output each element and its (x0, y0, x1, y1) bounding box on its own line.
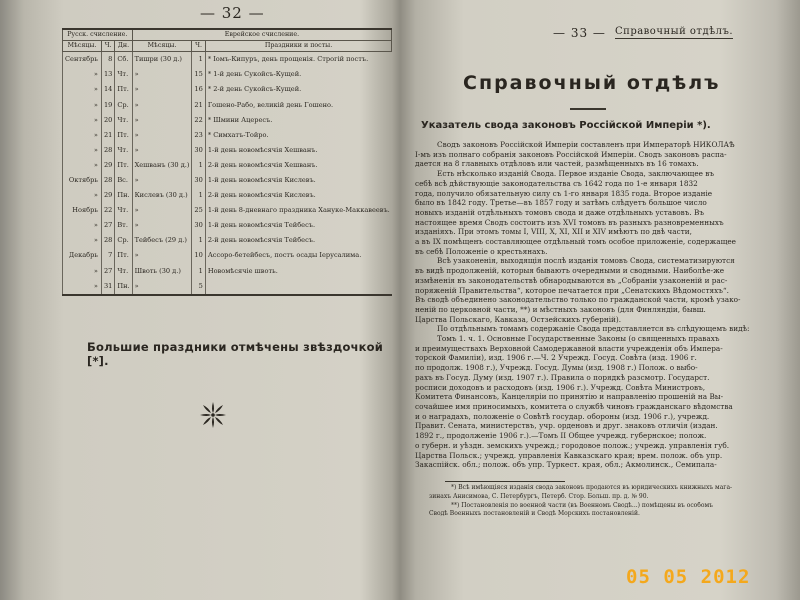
table-cell: Пт. (115, 158, 132, 173)
table-cell: 1-й день новомѣсячія Кислевъ. (205, 173, 391, 188)
text-line: дается на 8 главныхъ отдѣловъ или частей, размѣщенныхъ въ 16 томахъ. (415, 159, 699, 169)
section-subtitle: Указатель свода законовъ Россійской Имперіи *). (421, 120, 711, 131)
table-cell: Вс. (115, 173, 132, 188)
text-line: новыхъ изданій отдѣльныхъ томовъ свода и даже отдѣльныхъ уставовъ. Въ (415, 207, 705, 217)
text-line: измѣненія въ законодательствѣ обнародываются въ „Собраніи узаконеній и рас- (415, 275, 728, 285)
table-cell: Пт. (115, 82, 132, 97)
table-cell: » (63, 143, 102, 158)
right-page (405, 0, 780, 600)
table-cell: » (63, 67, 102, 82)
table-cell: 21 (101, 127, 114, 142)
table-cell: 19 (101, 97, 114, 112)
table-row (63, 127, 392, 142)
table-cell: Ноябрь (63, 203, 102, 218)
table-cell: 27 (101, 263, 114, 278)
table-cell: » (132, 143, 192, 158)
table-row (63, 248, 392, 263)
table-cell: 1-й день 8-дневнаго праздника Хануке-Маккавеевъ. (205, 203, 391, 218)
table-cell: * Симхатъ-Тойро. (205, 127, 391, 142)
table-cell: » (63, 233, 102, 248)
table-row (63, 158, 392, 173)
section-title: Справочный отдѣлъ (463, 72, 721, 94)
paragraph (415, 256, 770, 324)
footnote-line: Сводѣ Военныхъ постановленій и Сводѣ Морскихъ постановленій. (429, 510, 640, 518)
table-cell: 15 (192, 67, 205, 82)
table-cell: Чт. (115, 263, 132, 278)
table-cell: 1 (192, 158, 205, 173)
table-cell: » (63, 82, 102, 97)
table-cell: * 1-й день Сукойсъ-Кущей. (205, 67, 391, 82)
table-cell: Швоть (30 д.) (132, 263, 192, 278)
table-cell: » (63, 127, 102, 142)
table-cell: » (63, 263, 102, 278)
table-cell: Ассоро-бетейбесъ, постъ осады Іерусалима. (205, 248, 391, 263)
table-cell: » (132, 173, 192, 188)
paragraph (415, 169, 770, 256)
table-cell: 2-й день новомѣсячія Тейбесъ. (205, 233, 391, 248)
table-cell: 28 (101, 173, 114, 188)
table-row (63, 188, 392, 203)
footnote-line: *) Всѣ имѣющіяся изданія свода законовъ продаются въ юридическихъ книжныхъ мага- (451, 484, 733, 491)
table-cell: * 2-й день Сукойсъ-Кущей. (205, 82, 391, 97)
text-line: настоящее время Сводъ состоитъ изъ XVI томовъ въ разныхъ разновременныхъ (415, 217, 724, 227)
table-cell: 30 (192, 218, 205, 233)
text-line: неній по церковной части, **) и мѣстныхъ законовъ (для Финляндіи, бывш. (415, 304, 706, 314)
table-cell: 30 (192, 143, 205, 158)
table-cell: 1 (192, 263, 205, 278)
text-line: Сводъ законовъ Россійской Имперіи составленъ при Императорѣ НИКОЛАѢ (437, 140, 735, 149)
table-row (63, 203, 392, 218)
table-cell: Чт. (115, 67, 132, 82)
text-line: и преимуществахъ Верховной Самодержавной власти учрежденія объ Импера- (415, 343, 723, 353)
table-row (63, 67, 392, 82)
table-cell: » (63, 158, 102, 173)
table-cell: 30 (192, 173, 205, 188)
table-cell: » (63, 188, 102, 203)
table-cell: » (132, 97, 192, 112)
text-line: въ себѣ Положеніе о крестьянахъ. (415, 246, 548, 256)
table-cell: » (63, 278, 102, 294)
paragraph (415, 140, 770, 169)
text-line: было въ 1842 году. Третье—въ 1857 году и затѣмъ слѣдуетъ большое число (415, 198, 707, 208)
table-row (63, 233, 392, 248)
text-line: I-мъ изъ полнаго собранія законовъ Россійской Имперіи. Сводъ законовъ распа- (415, 149, 727, 159)
page-number-right: — 33 — (553, 26, 606, 40)
text-line: Въ сводѣ объединено законодательство только по гражданской части, кромѣ узако- (415, 295, 741, 305)
table-cell: 1 (192, 188, 205, 203)
table-cell: Тишри (30 д.) (132, 52, 192, 68)
footnote-line: зинахъ Анисимова, С. Петербургъ, Петерб. Стор. Больш. пр. д. № 90. (429, 492, 649, 500)
table-cell: Гошено-Рабо, великій день Гошено. (205, 97, 391, 112)
text-line: и о наградахъ, положеніе о Совѣтѣ государ. обороны (изд. 1906 г.), учрежд. (415, 411, 710, 421)
table-row (63, 278, 392, 294)
table-cell: Хешванъ (30 д.) (132, 158, 192, 173)
paragraph (415, 324, 770, 334)
table-cell: » (132, 248, 192, 263)
table-row (63, 143, 392, 158)
table-cell: 31 (101, 278, 114, 294)
table-cell: 13 (101, 67, 114, 82)
table-cell: 29 (101, 158, 114, 173)
table-cell: 28 (101, 143, 114, 158)
table-row (63, 52, 392, 68)
running-head-rule (615, 38, 733, 39)
table-cell: Чт. (115, 203, 132, 218)
footnote-line: **) Постановленія по военной части (въ Военномъ Сводѣ...) помѣщены въ особомъ (451, 501, 714, 509)
table-cell: 25 (192, 203, 205, 218)
table-row (63, 173, 392, 188)
table-cell: 1-й день новомѣсячія Хешванъ. (205, 143, 391, 158)
text-line: Комитета Финансовъ, Канцеляріи по принятію и направленію прошеній на Вы- (415, 392, 724, 402)
table-cell: Пн. (115, 278, 132, 294)
table-row (63, 112, 392, 127)
table-cell: Пт. (115, 127, 132, 142)
table-cell: 21 (192, 97, 205, 112)
table-cell: » (132, 203, 192, 218)
text-line: Томъ 1. ч. 1. Основные Государственные Законы (о священныхъ правахъ (437, 334, 720, 344)
camera-date-stamp: 05 05 2012 (626, 566, 751, 588)
table-cell: Кислевъ (30 д.) (132, 188, 192, 203)
title-rule (570, 108, 606, 110)
table-cell: 22 (101, 203, 114, 218)
table-cell (205, 278, 391, 294)
table-cell: 14 (101, 82, 114, 97)
group-header-russian: Русск. счисление. (63, 29, 133, 41)
text-line: поряженій Правительства“, которое печатается при „Сенатскихъ Вѣдомостяхъ“. (415, 285, 729, 295)
calendar-table (62, 28, 392, 296)
text-line: росписи доходовъ и расходовъ (изд. 1906 г.). Учрежд. Совѣта Министровъ, (415, 382, 706, 392)
table-cell: » (132, 112, 192, 127)
table-cell: 7 (101, 248, 114, 263)
left-page (30, 0, 390, 600)
page-number-left: — 32 — (200, 4, 265, 22)
ornament-icon (198, 400, 228, 430)
text-line: Правит. Сената, министерствъ, учр. орденовъ и друг. знаковъ отличія (издан. (415, 421, 718, 431)
text-line: Царства Польск.; учрежд. управленія Кавказскаго края; врем. полож. объ упр. (415, 450, 723, 460)
table-cell: 29 (101, 188, 114, 203)
col-header: Ч. (101, 41, 114, 52)
table-cell: Ср. (115, 97, 132, 112)
table-cell: Октябрь (63, 173, 102, 188)
table-cell: » (132, 67, 192, 82)
col-header: Мѣсяцы. (132, 41, 192, 52)
table-cell: » (132, 127, 192, 142)
footnotes (429, 484, 759, 519)
table-row (63, 263, 392, 278)
text-line: въ видѣ продолженій, которыя бываютъ очередными и сводными. Наиболѣе-же (415, 266, 725, 276)
table-cell: Ср. (115, 233, 132, 248)
col-header: Ч. (192, 41, 205, 52)
body-text (415, 140, 770, 470)
text-line: а въ IX помѣщенъ составляющее отдѣльный томъ особое приложеніе, содержащее (415, 237, 736, 247)
table-cell: 1 (192, 52, 205, 68)
text-line: себѣ всѣ дѣйствующіе законодательства съ 1642 года по 1-е января 1832 (415, 178, 698, 188)
table-cell: * Шмини Ацересъ. (205, 112, 391, 127)
text-line: 1892 г., продолженіе 1906 г.).—Томъ II Общее учрежд. губернское; полож. (415, 431, 707, 441)
table-cell: Новомѣсячіе швоть. (205, 263, 391, 278)
table-cell: Вт. (115, 218, 132, 233)
table-cell: » (132, 82, 192, 97)
table-cell: Чт. (115, 143, 132, 158)
table-cell: 5 (192, 278, 205, 294)
table-cell: Сентябрь (63, 52, 102, 68)
footnote-rule (445, 481, 565, 482)
table-cell: Декабрь (63, 248, 102, 263)
text-line: торской Фамиліи), изд. 1906 г.—Ч. 2 Учрежд. Госуд. Совѣта (изд. 1906 г. (415, 353, 697, 363)
table-cell: 10 (192, 248, 205, 263)
running-head: Справочный отдѣлъ. (615, 26, 734, 37)
table-cell: * Іомъ-Кипуръ, день прощенія. Строгій постъ. (205, 52, 391, 68)
table-cell: 16 (192, 82, 205, 97)
table-cell: 1 (192, 233, 205, 248)
table-cell: 8 (101, 52, 114, 68)
text-line: По отдѣльнымъ томамъ содержаніе Свода представляется въ слѣдующемъ видѣ: (437, 324, 750, 334)
table-cell: 20 (101, 112, 114, 127)
table-row (63, 82, 392, 97)
table-cell: 2-й день новомѣсячія Кислевъ. (205, 188, 391, 203)
text-line: изданіяхъ. При этомъ томы I, VIII, X, XI, XII и XIV имѣютъ по двѣ части, (415, 227, 692, 237)
table-cell: » (132, 218, 192, 233)
paragraph (415, 334, 770, 470)
table-cell: 1-й день новомѣсячія Тейбесъ. (205, 218, 391, 233)
table-cell: 22 (192, 112, 205, 127)
text-line: по продолж. 1908 г.), Учрежд. Госуд. Думы (изд. 1908 г.) Полож. о выбо- (415, 363, 698, 373)
group-header-jewish: Еврейское счисление. (132, 29, 392, 41)
table-cell: Пт. (115, 248, 132, 263)
table-cell: Сб. (115, 52, 132, 68)
col-header: Праздники и посты. (205, 41, 391, 52)
col-header: Мѣсяцы. (63, 41, 102, 52)
table-cell: Пн. (115, 188, 132, 203)
table-cell: 28 (101, 233, 114, 248)
col-header: Дн. (115, 41, 132, 52)
text-line: Царства Польскаго, Кавказа, Остзейскихъ губерній). (415, 314, 622, 324)
text-line: Есть нѣсколько изданій Свода. Первое изданіе Свода, заключающее въ (437, 169, 715, 179)
text-line: о губерн. и уѣздн. земскихъ учрежд.; городовое полож.; учрежд. управленія губ. (415, 440, 730, 450)
table-row (63, 97, 392, 112)
table-cell: 2-й день новомѣсячія Хешванъ. (205, 158, 391, 173)
calendar-rows (63, 52, 392, 295)
table-cell: » (63, 97, 102, 112)
text-line: Закаспійск. обл.; полож. объ упр. Туркест. края, обл.; Акмолинск., Семипала- (415, 460, 717, 470)
table-cell: Тейбесъ (29 д.) (132, 233, 192, 248)
text-line: сочайшее имя приносимыхъ, комитета о службѣ чиновъ гражданскаго вѣдомства (415, 401, 733, 411)
text-line: рахъ въ Госуд. Думу (изд. 1907 г.). Правила о порядкѣ разсмотр. Государст. (415, 372, 710, 382)
holiday-note: Большие праздники отмѣчены звѣздочкой [*]. (87, 340, 384, 368)
table-cell: 27 (101, 218, 114, 233)
table-cell: » (132, 278, 192, 294)
text-line: Всѣ узаконенія, выходящія послѣ изданія томовъ Свода, систематизируются (437, 256, 735, 266)
table-cell: » (63, 112, 102, 127)
table-cell: » (63, 218, 102, 233)
table-row (63, 218, 392, 233)
text-line: года, получило обязательную силу съ 1-го января 1835 года. Второе изданіе (415, 188, 713, 198)
table-cell: Чт. (115, 112, 132, 127)
table-cell: 23 (192, 127, 205, 142)
